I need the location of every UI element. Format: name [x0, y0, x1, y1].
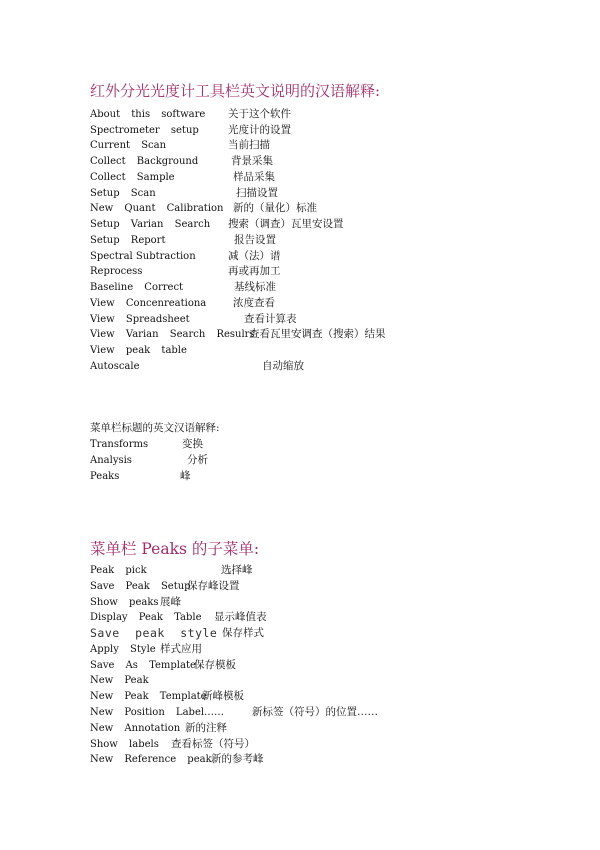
- chinese-term: 报告设置: [234, 234, 276, 246]
- chinese-term: 新的（量化）标准: [233, 202, 317, 214]
- chinese-term: 新的注释: [185, 722, 227, 734]
- english-term: Setup Scan: [90, 188, 156, 199]
- chinese-term: 减（法）谱: [228, 250, 281, 262]
- chinese-term: 自动缩放: [262, 360, 304, 372]
- section1-heading: 红外分光光度计工具栏英文说明的汉语解释:: [90, 82, 381, 100]
- english-term: Peaks: [90, 471, 120, 482]
- english-term: Autoscale: [90, 361, 140, 372]
- section3-heading: 菜单栏 Peaks 的子菜单:: [90, 540, 260, 558]
- chinese-term: 光度计的设置: [228, 124, 291, 136]
- english-term: Baseline Correct: [90, 282, 184, 293]
- english-term: View Spreadsheet: [90, 314, 190, 325]
- chinese-term: 新峰模板: [202, 690, 244, 702]
- english-term: Save peak style: [90, 626, 218, 640]
- english-term: New Peak: [90, 675, 149, 686]
- chinese-term: 峰: [180, 470, 191, 482]
- english-term: Peak pick: [90, 565, 147, 576]
- chinese-term: 查看计算表: [244, 313, 297, 325]
- chinese-term: 显示峰值表: [214, 611, 267, 623]
- english-term: View Concenreationa: [90, 298, 207, 309]
- chinese-term: 搜索（调查）瓦里安设置: [228, 218, 344, 230]
- chinese-term: 展峰: [160, 596, 181, 608]
- english-term: Display Peak Table: [90, 612, 202, 623]
- chinese-term: 新的参考峰: [211, 753, 264, 765]
- english-term: New Peak Template: [90, 691, 207, 702]
- chinese-term: 当前扫描: [228, 139, 270, 151]
- chinese-term: 保存样式: [222, 627, 264, 639]
- english-term: View peak table: [90, 345, 187, 356]
- chinese-term: 再或再加工: [228, 265, 281, 277]
- english-term: New Reference peak: [90, 754, 212, 765]
- english-term: Current Scan: [90, 140, 167, 151]
- english-term: Collect Background: [90, 156, 199, 167]
- english-term: New Quant Calibration: [90, 203, 224, 214]
- chinese-term: 分析: [187, 454, 208, 466]
- chinese-term: 查看瓦里安调查（搜索）结果: [249, 328, 386, 340]
- chinese-term: 关于这个软件: [228, 108, 291, 120]
- chinese-term: 选择峰: [221, 564, 253, 576]
- chinese-term: 保存峰设置: [187, 580, 240, 592]
- english-term: Transforms: [90, 439, 149, 450]
- english-term: Setup Varian Search: [90, 219, 211, 230]
- english-term: New Annotation: [90, 723, 181, 734]
- english-term: Spectral Subtraction: [90, 251, 196, 262]
- english-term: Save Peak Setup: [90, 581, 191, 592]
- chinese-term: 浓度查看: [233, 297, 275, 309]
- english-term: Spectrometer setup: [90, 125, 199, 136]
- english-term: Apply Style: [90, 644, 156, 655]
- chinese-term: 保存模板: [194, 659, 236, 671]
- english-term: Setup Report: [90, 235, 166, 246]
- chinese-term: 样式应用: [160, 643, 202, 655]
- english-term: Collect Sample: [90, 172, 175, 183]
- section2-heading: 菜单栏标题的英文汉语解释:: [90, 422, 220, 434]
- chinese-term: 变换: [182, 438, 203, 450]
- english-term: Show peaks: [90, 597, 159, 608]
- chinese-term: 背景采集: [231, 155, 273, 167]
- chinese-term: 基线标准: [234, 281, 276, 293]
- english-term: Show labels: [90, 739, 159, 750]
- english-term: Save As Template: [90, 660, 196, 671]
- chinese-term: 新标签（符号）的位置……: [252, 706, 378, 718]
- english-term: New Position Label……: [90, 707, 225, 718]
- chinese-term: 样品采集: [233, 171, 275, 183]
- english-term: Reprocess: [90, 266, 143, 277]
- chinese-term: 扫描设置: [236, 187, 278, 199]
- english-term: View Varian Search Resulrs: [90, 329, 255, 340]
- english-term: Analysis: [90, 455, 132, 466]
- chinese-term: 查看标签（符号）: [171, 738, 255, 750]
- english-term: About this software: [90, 109, 206, 120]
